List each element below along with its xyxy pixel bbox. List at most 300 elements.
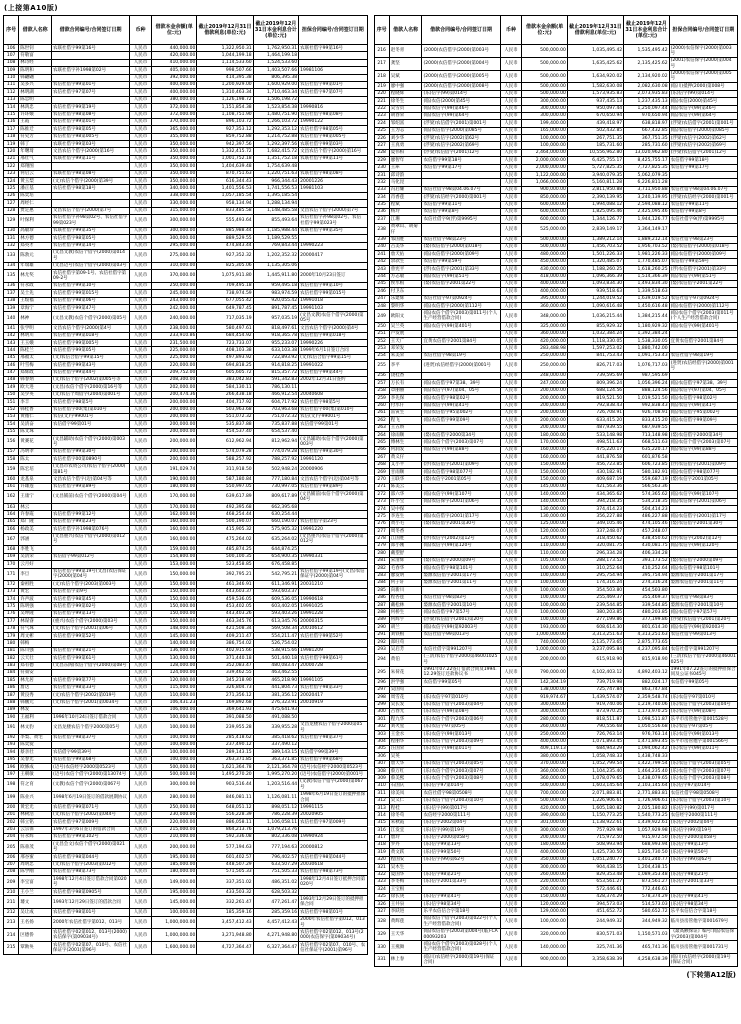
cell: 人民币 (130, 483, 152, 490)
cell: 邹国胜 (389, 236, 422, 243)
cell: 210 (4, 889, 19, 896)
cell: 临川县房管他字第001679号 (669, 915, 737, 928)
cell: (乐)农信个借字(2003)第10号 (422, 797, 500, 804)
cell: 王名扬 (19, 916, 52, 929)
cell: 245,000.00 (151, 290, 196, 297)
cell: 1,770,485.07 (624, 258, 669, 265)
cell: 林谋睿 (19, 618, 52, 625)
cell: 550,997.05 (197, 483, 253, 490)
cell: 人民币 (500, 775, 522, 782)
cell: (浮梁)农信字(2002)第62号 (422, 135, 500, 142)
cell: 153 (4, 413, 19, 420)
cell: 人民币 (130, 833, 152, 840)
cell: 385,418.62 (253, 734, 298, 741)
cell: 李连生 (389, 513, 422, 520)
cell: 文昌农信个借字(迈)第04号等 (51, 476, 129, 483)
cell: 婺源农信借字2001第11号 (669, 579, 737, 586)
cell: 人民币 (130, 436, 152, 449)
cell (422, 172, 500, 179)
cell: 农信社借字99第68号 (51, 756, 129, 763)
cell: 796,402.57 (253, 854, 298, 861)
cell: 300 (374, 708, 389, 715)
cell: 350,000.00 (151, 141, 196, 148)
table-row (374, 542, 738, 549)
cell: 江发宜 (389, 827, 422, 834)
cell: 580,652.72 (624, 908, 669, 915)
table-row (374, 409, 738, 416)
cell: 1,524,533.60 (253, 59, 298, 66)
cell: 1,071,893.45 (567, 738, 623, 745)
cell: 吴春光 (19, 756, 52, 763)
cell: 农联社借字99第16号 (299, 45, 367, 52)
cell: 140,000.00 (522, 941, 567, 954)
cell: 500,100.35 (197, 553, 253, 560)
cell: 639,617.89 (197, 491, 253, 504)
cell: 人民币 (500, 223, 522, 236)
table-row (4, 89, 368, 96)
cell: 人民币 (500, 694, 522, 701)
cell (299, 889, 367, 896)
cell: 农信社借字02第012、013号(2000)农信保字(第09034号) (51, 929, 129, 942)
cell: 315,000.00 (151, 207, 196, 214)
cell: 326 (374, 901, 389, 908)
cell: 855,929.32 (567, 323, 623, 330)
cell (51, 59, 129, 66)
cell: 136,000.00 (151, 647, 196, 654)
cell: 黄小毛 (389, 520, 422, 527)
table-row (4, 325, 368, 332)
cell: 人民币 (500, 216, 522, 223)
cell: 173 (4, 588, 19, 595)
cell: 何辉宇 (389, 616, 422, 623)
cell: 249 (374, 310, 389, 323)
cell: 符气珠 (19, 625, 52, 632)
cell: 农信借字99第01号 (51, 421, 129, 428)
cell: 人民币 (500, 288, 522, 295)
cell: 人民币 (130, 684, 152, 691)
cell: 农信借字99第17号 (422, 164, 500, 171)
cell: 李胜飞 (19, 546, 52, 553)
cell (299, 826, 367, 833)
cell: 212 (4, 909, 19, 916)
cell: (文昌辅助)农信个借字(2000)第003号 (299, 436, 367, 449)
cell: (临)农信字(97)第04、05号 (669, 387, 737, 394)
cell: 人民币 (500, 120, 522, 127)
cell: 250,000.00 (151, 804, 196, 811)
cell: 141 (4, 325, 19, 332)
cell: 李平 (389, 360, 422, 373)
cell: 人民币 (500, 439, 522, 446)
cell (299, 669, 367, 676)
table-row (4, 249, 368, 262)
cell: 372,000.00 (151, 111, 196, 118)
cell: 157 (4, 448, 19, 455)
cell: 409,687.19 (567, 476, 623, 483)
cell: (临)农信字(99)第107号 (422, 491, 500, 498)
cell: 937,435.13 (567, 98, 623, 105)
cell: 220,000.00 (151, 819, 196, 826)
cell: 140 (4, 312, 19, 325)
cell: (乐)农信个借字(2003)第06号 (422, 716, 500, 723)
cell: 蔡万红 (389, 768, 422, 775)
cell: 1,597,253.02 (567, 345, 623, 352)
cell: 421,563.36 (567, 483, 623, 490)
table-row (374, 768, 738, 775)
cell: 人民币 (130, 104, 152, 111)
cell: 人民币 (500, 708, 522, 715)
cell: 农信经字2000第111号 (669, 812, 737, 819)
table-row (4, 721, 368, 734)
cell: (文)农信个借字(2001)第06号 (51, 625, 129, 632)
cell (299, 640, 367, 647)
cell: 1,425,730.50 (567, 849, 623, 856)
cell: 1,495,270.20 (197, 771, 253, 778)
cell: 人民币 (130, 170, 152, 177)
cell: 人民币 (500, 186, 522, 193)
cell: 人民币 (500, 454, 522, 461)
cell: 农信社借字98第044号 (299, 854, 367, 861)
cell: (浮)农信借字(2001)第09号 (669, 461, 737, 468)
cell: 20000906 (299, 463, 367, 476)
cell: 226 (374, 135, 389, 142)
table-row (374, 446, 738, 453)
cell: 150,000.00 (151, 588, 196, 595)
cell: 463,462.55 (253, 669, 298, 676)
cell: 农信社借字98第08号 (51, 111, 129, 118)
cell: 159 (4, 463, 19, 476)
column-header: 借款人名称 (19, 16, 52, 45)
cell: 825,305.06 (197, 262, 253, 269)
cell: 443,603.37 (197, 588, 253, 595)
cell: 1998年6月19日签订的抵押担保合同 (300, 792, 366, 803)
cell: (2000)农信保字(2000)第003号 (669, 45, 737, 58)
cell: 2,359,548.74 (624, 694, 669, 701)
cell: 339,955.28 (253, 721, 298, 734)
table-row (4, 640, 368, 647)
cell: 詹达 (19, 684, 52, 691)
cell: 239 (374, 236, 389, 243)
cell: 154,800.00 (151, 553, 196, 560)
cell: 1993年12月29日签订的借款合同 (51, 896, 129, 909)
cell: 农信社借字97第07号 (51, 89, 129, 96)
cell: 3,313,251.63 (567, 631, 623, 638)
cell: 475,264.02 (197, 533, 253, 546)
cell: 320,081.75 (567, 542, 623, 549)
cell: 350,000.00 (151, 170, 196, 177)
cell (669, 424, 737, 431)
cell: 400,000.00 (522, 288, 567, 295)
cell: 人民币 (130, 721, 152, 734)
cell: (浮梁)农信经字(2000)第001号 (669, 194, 737, 201)
cell: 人民币 (500, 878, 522, 885)
cell: 邹绍富 (389, 120, 422, 127)
cell: 231 (374, 172, 389, 179)
cell: 农信社借字99第05号 (51, 347, 129, 354)
cell: 133 (4, 249, 19, 262)
cell: 马化昆 (389, 179, 422, 186)
cell: 王五娇 (389, 424, 422, 431)
cell: 洪学强 (389, 679, 422, 686)
cell: 人民币 (130, 391, 152, 398)
cell: 人民币 (500, 520, 522, 527)
cell: 231,500.00 (151, 340, 196, 347)
cell: (临)农信借字(2000)第09号 (669, 251, 737, 258)
table-row (374, 878, 738, 885)
cell: 603,402.05 (253, 603, 298, 610)
cell: 232 (374, 179, 389, 186)
cell: 248 (374, 303, 389, 310)
cell: 程晓辉 (389, 90, 422, 97)
table-row (374, 98, 738, 105)
cell: 人民币 (500, 768, 522, 775)
cell: 章丽丽 (389, 387, 422, 394)
cell: 农信社借字99第01号 (51, 118, 129, 125)
cell: 319 (374, 849, 389, 856)
table-header (374, 16, 738, 45)
cell: 250,000.00 (522, 352, 567, 359)
cell: 200,000.00 (522, 402, 567, 409)
cell: 578,374.29 (624, 893, 669, 900)
cell: 19991025 (299, 603, 367, 610)
cell: 850,000.00 (522, 194, 567, 201)
cell: 394,218.35 (567, 498, 623, 505)
cell: 500,000.00 (522, 236, 567, 243)
cell: 190 (4, 714, 19, 721)
cell: 人民币 (130, 706, 152, 713)
table-row (374, 395, 738, 402)
cell: 19991105 (299, 677, 367, 684)
cell: 王绥福 (19, 297, 52, 304)
cell: 林发 (19, 706, 52, 713)
cell: 225,000.00 (151, 354, 196, 361)
column-header: 截止2019年12月31日本金利息合计(单位:元) (253, 16, 298, 45)
cell: (迈号)农信经字2000第0523号 (51, 764, 129, 771)
table-row (4, 841, 368, 854)
cell: (乐)信字2001第33号 (669, 878, 737, 885)
cell: 许声波 (19, 596, 52, 603)
cell: 韩立铭 (19, 819, 52, 826)
cell: 635,264.02 (253, 533, 298, 546)
cell: 556,228.39 (197, 811, 253, 818)
table-row (4, 297, 368, 304)
cell: 180 (4, 640, 19, 647)
cell: 588,257.92 (197, 456, 253, 463)
cell: 艾小平 (389, 461, 422, 468)
cell: 864,213.76 (197, 826, 253, 833)
cell: 朱秋霞 (389, 819, 422, 826)
cell: 889,529.55 (197, 235, 253, 242)
cell: 许雄莲 (19, 483, 52, 490)
cell: 1,075,911.80 (197, 270, 253, 283)
cell: 459,536.05 (197, 596, 253, 603)
cell: 873,561.27 (624, 878, 669, 885)
cell: (婺)农信字2001第05号 (669, 476, 737, 483)
cell: 婺源农信借字2001第10号 (669, 602, 737, 609)
cell: 271 (374, 483, 389, 490)
cell: 344,949.32 (624, 915, 669, 928)
cell: 124,000.00 (151, 669, 196, 676)
cell (422, 179, 500, 186)
cell: 700,000.00 (522, 790, 567, 797)
cell: 277,199.86 (567, 616, 623, 623)
cell: 人民币 (130, 491, 152, 504)
cell (422, 288, 500, 295)
cell: 农信社借字98第005号 (51, 133, 129, 140)
cell: 369,641.93 (197, 706, 253, 713)
cell: 815,357.72 (253, 369, 298, 376)
cell: (临)农信字(99)第92003号 (669, 624, 737, 631)
cell: 黎明华 (389, 303, 422, 310)
cell (669, 345, 737, 352)
cell: 1,889,212.14 (624, 236, 669, 243)
cell: 129 (4, 214, 19, 227)
table-row (4, 861, 368, 868)
cell: 534,218.35 (624, 498, 669, 505)
cell: (临)农信借字95第002号 (422, 409, 500, 416)
cell: 130,000.00 (522, 506, 567, 513)
cell: 人民币 (500, 782, 522, 789)
cell: 109 (4, 67, 19, 74)
cell: 355,469.37 (624, 594, 669, 601)
cell: 人民币 (500, 90, 522, 97)
cell: 人民币 (130, 854, 152, 861)
cell: 584,130.11 (197, 384, 253, 391)
cell: 304 (374, 738, 389, 745)
cell: 332,261.47 (197, 896, 253, 909)
cell: 477,261.47 (253, 896, 298, 909)
table-row (4, 876, 368, 889)
cell: 192 (4, 734, 19, 741)
cell: 人民币 (500, 446, 522, 453)
cell: 500,000.00 (522, 782, 567, 789)
cell: (临)农信字(99)第88号 (422, 446, 500, 453)
cell: 郑广隆 (19, 518, 52, 525)
cell: 人民币 (500, 417, 522, 424)
table-row (374, 827, 738, 834)
cell: (临)农信个借字(2003)第011号(个人生产经营借款合同) (669, 310, 737, 323)
cell: 654,900.35 (253, 553, 298, 560)
cell: 497,893.92 (197, 354, 253, 361)
table-row (374, 790, 738, 797)
cell: 311,918.50 (197, 463, 253, 476)
cell: 人民币 (500, 572, 522, 579)
cell: 1,310,463.34 (197, 89, 253, 96)
cell: 吴启芳 (389, 646, 422, 653)
cell: 100,000.00 (522, 602, 567, 609)
cell: 黄宏 (19, 588, 52, 595)
cell: 人民币 (500, 164, 522, 171)
cell: 751,505.33 (253, 868, 298, 875)
cell: 1,292,353.12 (253, 126, 298, 133)
cell: 人民币 (130, 347, 152, 354)
cell: 194 (4, 749, 19, 756)
table-row (4, 170, 368, 177)
table-row (4, 764, 368, 771)
cell: 农信社借字99第018号 (51, 332, 129, 339)
cell: 潘正基 (19, 185, 52, 192)
cell: 何桥生 (389, 609, 422, 616)
cell: 人民币 (130, 861, 152, 868)
cell: 1,185,988.44 (253, 227, 298, 234)
cell: 100,000.00 (151, 756, 196, 763)
cell: 人民币 (130, 178, 152, 185)
cell: 863,747.84 (624, 686, 669, 693)
cell: 程国安 (389, 856, 422, 863)
continued-to-note: (下转第A12版) (686, 971, 736, 979)
cell: 243,000.00 (151, 297, 196, 304)
table-row (4, 428, 368, 435)
table-row (4, 155, 368, 162)
cell: 2,425,095.46 (624, 208, 669, 215)
cell: 人民币 (130, 207, 152, 214)
cell: 农信经字2000第111号 (422, 812, 500, 819)
cell: 人民币 (130, 413, 152, 420)
cell: 3,711,950.88 (624, 186, 669, 193)
cell: 黄伯 (389, 653, 422, 666)
cell: 571,505.33 (197, 868, 253, 875)
cell: 410,000.00 (151, 59, 196, 66)
cell: (三清)农信个借字2000第46001025号 (670, 654, 736, 665)
cell: (临)农信借字98第101号 (669, 565, 737, 572)
cell: 农信社借字99第013号 (422, 631, 500, 638)
table-row (374, 572, 738, 579)
cell: 465,741.36 (624, 941, 669, 954)
cell: 向新川 (389, 587, 422, 594)
table-row (4, 456, 368, 463)
cell: 919,740.06 (567, 701, 623, 708)
cell: 19991120 (299, 456, 367, 463)
cell: (文昌文教)农信个借字(2000)第014号 (51, 249, 129, 262)
cell: 106,000.00 (151, 706, 196, 713)
cell: 吴义仁 (389, 797, 422, 804)
cell (299, 511, 367, 518)
loan-table-left (3, 15, 368, 955)
cell: 200,000.00 (522, 653, 567, 666)
cell: 农信社借字98第5号 (299, 399, 367, 406)
cell: 161 (4, 483, 19, 490)
cell: (乐)信字2002第04号 (669, 819, 737, 826)
cell: 337,248.07 (567, 528, 623, 535)
cell: (临)农信字(97)第04、05号 (422, 387, 500, 394)
cell: 633,415.20 (567, 417, 623, 424)
cell: 文昌龙楼农信个借字2000第05号 (299, 721, 367, 734)
cell: (乐)农信个借字(2003)第08号 (422, 775, 500, 782)
cell: 180,000.00 (151, 868, 196, 875)
cell: 751,072.32 (253, 413, 298, 420)
cell: 农信社借字99第12号 (51, 511, 129, 518)
cell: 1,762,950.31 (253, 45, 298, 52)
cell: 人民币 (500, 579, 522, 586)
cell (299, 262, 367, 269)
cell: 110,000.00 (522, 542, 567, 549)
table-row (374, 535, 738, 542)
cell: 501,440.18 (253, 655, 298, 662)
cell: 人民币 (130, 771, 152, 778)
cell: 148 (4, 376, 19, 383)
cell: 371,440.18 (197, 655, 253, 662)
cell: 付水仔 (389, 402, 422, 409)
cell: (迈号)农信借字(2000)第001号 (299, 771, 367, 778)
cell: 蔡亲壮 (19, 749, 52, 756)
cell: (浮梁)农信借字(2001)第001号 (669, 120, 737, 127)
cell: 414,395.38 (197, 74, 253, 81)
cell: 264 (374, 432, 389, 439)
cell: 人民币 (500, 760, 522, 767)
table-row (4, 889, 368, 896)
cell: 年瑞雄 (19, 262, 52, 269)
cell: 占美华 (389, 243, 422, 250)
cell: 604,717.92 (253, 399, 298, 406)
